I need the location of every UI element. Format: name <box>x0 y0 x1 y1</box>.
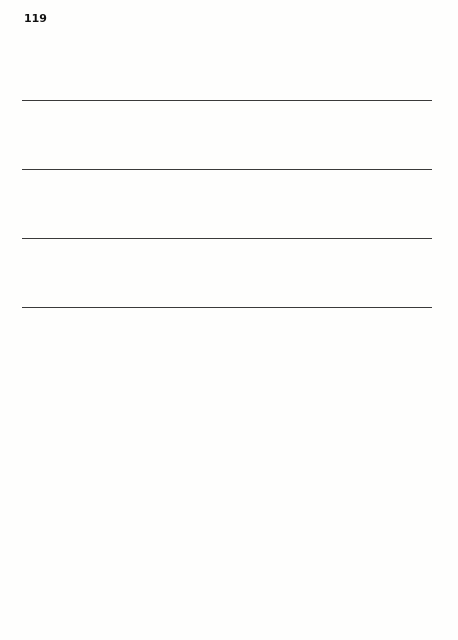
paragraph-3 <box>22 174 432 234</box>
section-divider <box>22 307 432 308</box>
paragraph-5 <box>22 312 432 372</box>
paragraph-1 <box>22 36 432 96</box>
page-number: 119 <box>24 12 47 25</box>
section-divider <box>22 238 432 239</box>
paragraph-4 <box>22 243 432 303</box>
section-divider <box>22 169 432 170</box>
paragraph-2 <box>22 105 432 165</box>
section-divider <box>22 100 432 101</box>
